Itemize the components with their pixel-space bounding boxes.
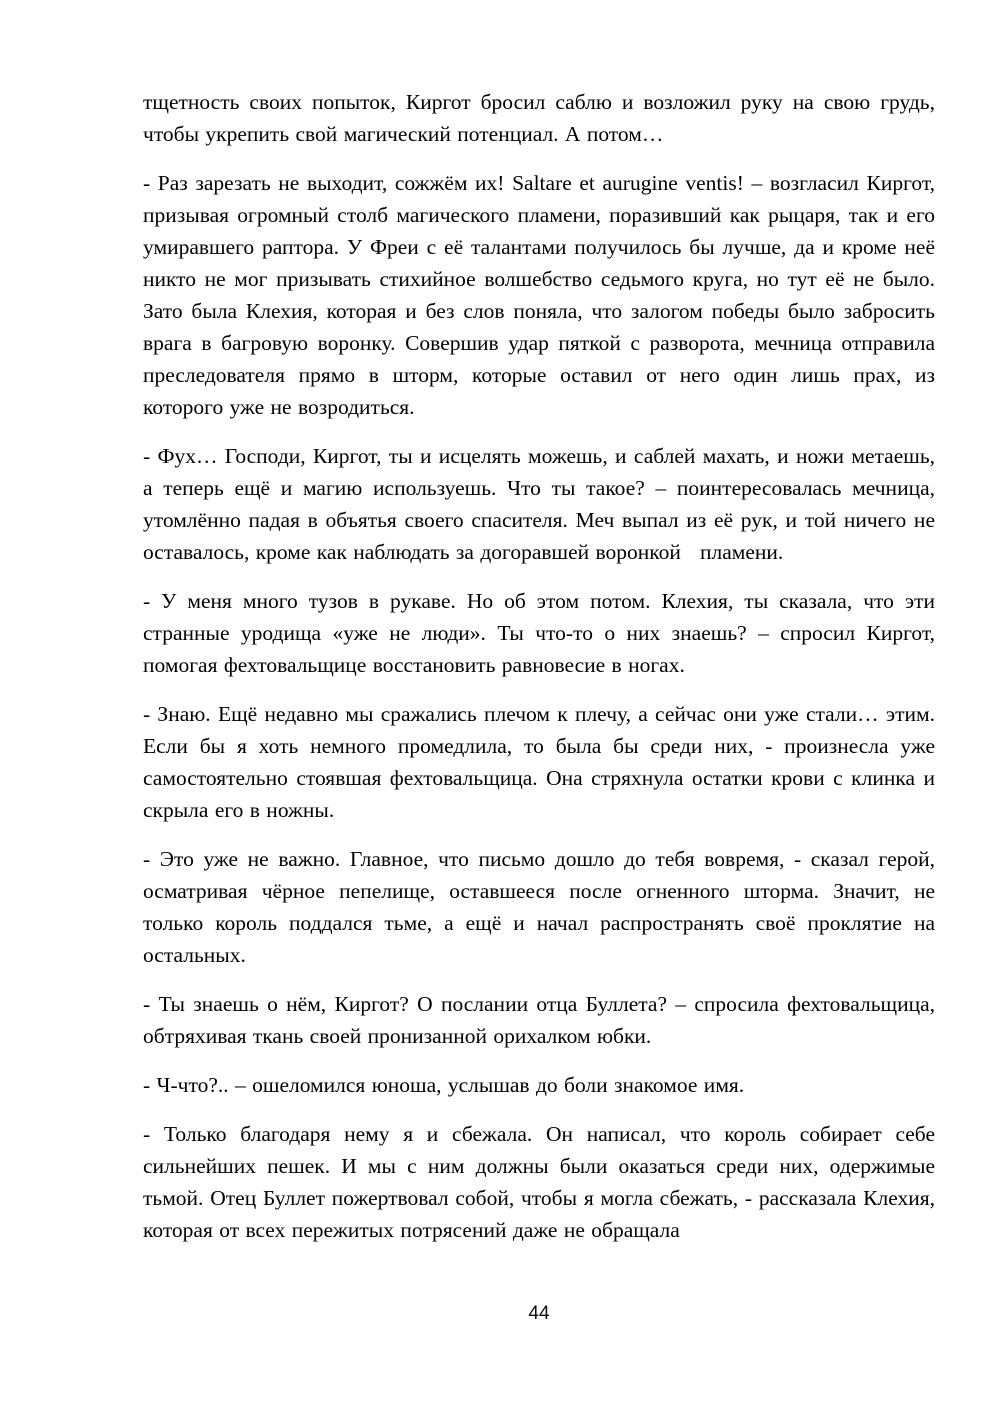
text-block (143, 86, 935, 1263)
paragraph: - Ч-что?.. – ошеломился юноша, услышав до боли знакомое имя. (143, 1073, 745, 1097)
paragraph: - Ты знаешь о нём, Киргот? О послании отца Буллета? – спросила фехтовальщица, обтряхивая ткань своей пронизанной орихалком юбки. (143, 992, 935, 1048)
paragraph: - Только благодаря нему я и сбежала. Он написал, что король собирает себе сильнейших пешек. И мы с ним должны были оказаться среди них, одержимые тьмой. Отец Буллет пожертвовал собой, чтобы я могла сбежать, - рассказала Клехия, которая от всех пережитых потрясений даже не обращала (143, 1122, 935, 1242)
paragraph: - У меня много тузов в рукаве. Но об этом потом. Клехия, ты сказала, что эти странные уродища «уже не люди». Ты что-то о них знаешь? – спросил Киргот, помогая фехтовальщице восстановить равновесие в ногах. (143, 589, 935, 677)
paragraph: - Раз зарезать не выходит, сожжём их! Saltare et aurugine ventis! – возгласил Киргот, призывая огромный столб магического пламени, поразивший как рыцаря, так и его умиравшего раптора. У Фреи с её талантами получилось бы лучше, да и кроме неё никто не мог призывать стихийное волшебство седьмого круга, но тут её не было. Зато была Клехия, которая и без слов поняла, что залогом победы было забросить врага в багровую воронку. Совершив удар пяткой с разворота, мечница отправила преследователя прямо в шторм, которые оставил от него один лишь прах, из которого уже не возродиться. (143, 171, 935, 419)
paragraph: тщетность своих попыток, Киргот бросил саблю и возложил руку на свою грудь, чтобы укрепить свой магический потенциал. А потом… (143, 90, 935, 146)
page-number: 44 (528, 1303, 550, 1324)
paragraph: - Это уже не важно. Главное, что письмо дошло до тебя вовремя, - сказал герой, осматривая чёрное пепелище, оставшееся после огненного шторма. Значит, не только король поддался тьме, а ещё и начал распространять своё проклятие на остальных. (143, 847, 935, 967)
paragraph: - Фух… Господи, Киргот, ты и исцелять можешь, и саблей махать, и ножи метаешь, а теперь ещё и магию используешь. Что ты такое? – поинтересовалась мечница, утомлённо падая в объятья своего спасителя. Меч выпал из её рук, и той ничего не оставалось, кроме как наблюдать за догоравшей воронкой пламени. (143, 444, 935, 564)
paragraph: - Знаю. Ещё недавно мы сражались плечом к плечу, а сейчас они уже стали… этим. Если бы я хоть немного промедлила, то была бы среди них, - произнесла уже самостоятельно стоявшая фехтовальщица. Она стряхнула остатки крови с клинка и скрыла его в ножны. (143, 702, 935, 822)
